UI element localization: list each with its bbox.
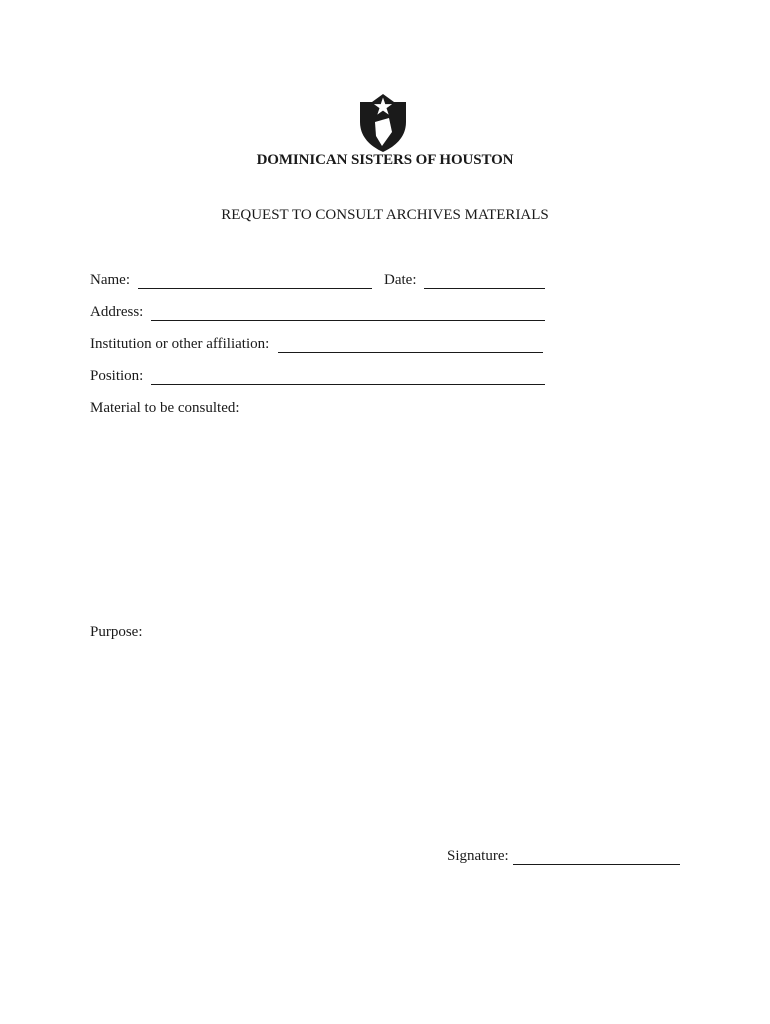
date-field[interactable] [424, 288, 545, 289]
signature-field[interactable] [513, 864, 680, 865]
organization-name: DOMINICAN SISTERS OF HOUSTON [256, 152, 514, 168]
name-label: Name: [90, 272, 130, 288]
purpose-area[interactable] [90, 644, 680, 834]
signature-label: Signature: [447, 848, 509, 864]
material-label: Material to be consulted: [90, 400, 240, 416]
position-label: Position: [90, 368, 144, 384]
institution-field[interactable] [278, 352, 543, 353]
institution-label: Institution or other affiliation: [90, 336, 270, 352]
name-field[interactable] [138, 288, 372, 289]
address-field[interactable] [151, 320, 545, 321]
date-label: Date: [384, 272, 417, 288]
material-area[interactable] [90, 420, 680, 610]
form-title: REQUEST TO CONSULT ARCHIVES MATERIALS [221, 207, 549, 223]
shield-star-icon [358, 94, 408, 152]
position-field[interactable] [151, 384, 545, 385]
purpose-label: Purpose: [90, 624, 143, 640]
address-label: Address: [90, 304, 144, 320]
